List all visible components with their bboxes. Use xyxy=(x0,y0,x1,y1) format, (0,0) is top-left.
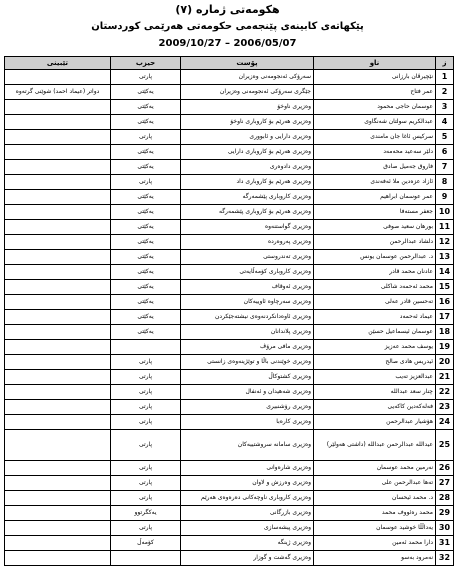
note-text xyxy=(5,100,111,115)
column-header-post: پۆست xyxy=(181,57,314,70)
table-row xyxy=(5,250,454,265)
row-number: 11 xyxy=(436,220,454,235)
document-subtitle: پێکهاتەی کابینەی پێنجەمی حکومەتی هەرێمی کوردستان xyxy=(91,21,364,32)
minister-name: جعفر مستەفا xyxy=(314,205,436,220)
party-name: یەکێتی xyxy=(111,115,181,130)
note-text xyxy=(5,506,111,521)
table-row xyxy=(5,160,454,175)
minister-name: یەداڵڵا خوشید عوسمان xyxy=(314,521,436,536)
row-number: 20 xyxy=(436,355,454,370)
minister-post: وەزیری سامانە سروشتییەکان xyxy=(181,430,314,461)
minister-name: دلشاد عبدالرحمن xyxy=(314,235,436,250)
row-number: 23 xyxy=(436,400,454,415)
table-row xyxy=(5,205,454,220)
table-row xyxy=(5,175,454,190)
cabinet-table xyxy=(4,56,454,566)
row-number: 28 xyxy=(436,491,454,506)
minister-name: فاروق جەمیل صادق xyxy=(314,160,436,175)
row-number: 2 xyxy=(436,85,454,100)
note-text xyxy=(5,235,111,250)
note-text xyxy=(5,70,111,85)
minister-name: چنار سعد عبدالله xyxy=(314,385,436,400)
minister-post: وەزیری کاروباری پێشمەرگە xyxy=(181,190,314,205)
document-title: ھکومەتی ژمارە (٧) xyxy=(175,3,280,16)
table-row xyxy=(5,551,454,566)
party-name: یەکێتی xyxy=(111,310,181,325)
table-row xyxy=(5,340,454,355)
party-name: پارتی xyxy=(111,130,181,145)
table-row xyxy=(5,115,454,130)
row-number: 32 xyxy=(436,551,454,566)
party-name: یەکێتی xyxy=(111,205,181,220)
note-text xyxy=(5,220,111,235)
note-text xyxy=(5,340,111,355)
party-name: یەکێتی xyxy=(111,220,181,235)
table-row xyxy=(5,491,454,506)
party-name: پارتی xyxy=(111,400,181,415)
minister-post: وەزیری وەرزش و لاوان xyxy=(181,476,314,491)
note-text xyxy=(5,295,111,310)
table-row xyxy=(5,220,454,235)
row-number: 13 xyxy=(436,250,454,265)
party-name: پارتی xyxy=(111,415,181,430)
minister-name: د. محمد ئیحسان xyxy=(314,491,436,506)
minister-post: وەزیری ئاوەدانکردنەوەی نیشتەجێکردن xyxy=(181,310,314,325)
column-header-party: حیزب xyxy=(111,57,181,70)
row-number: 27 xyxy=(436,476,454,491)
note-text: دواتر (عیماد احمد) شوێنی گرتەوە xyxy=(5,85,111,100)
minister-post: وەزیری پەروەردە xyxy=(181,235,314,250)
party-name: یەکێتی xyxy=(111,160,181,175)
note-text xyxy=(5,160,111,175)
minister-name: دارا محمد ئەمین xyxy=(314,536,436,551)
minister-name: هۆشیار عبدالرحمن xyxy=(314,415,436,430)
table-row xyxy=(5,325,454,340)
party-name: پارتی xyxy=(111,491,181,506)
table-row xyxy=(5,310,454,325)
minister-post: وەزیری دادوەری xyxy=(181,160,314,175)
note-text xyxy=(5,355,111,370)
minister-post: وەزیری بازرگانی xyxy=(181,506,314,521)
minister-post: وەزیری کارەبا xyxy=(181,415,314,430)
party-name: یەکێتی xyxy=(111,325,181,340)
minister-name: فەلەکەدین کاکەیی xyxy=(314,400,436,415)
table-row xyxy=(5,190,454,205)
note-text xyxy=(5,536,111,551)
minister-name: عوسمان حاجی محمود xyxy=(314,100,436,115)
party-name: پارتی xyxy=(111,175,181,190)
minister-post: وەزیری ئەوقاف xyxy=(181,280,314,295)
minister-post: وەزیری مافی مرۆڤ xyxy=(181,340,314,355)
note-text xyxy=(5,491,111,506)
note-text xyxy=(5,205,111,220)
minister-post: وەزیری هەرێم بۆ کاروباری دارایی xyxy=(181,145,314,160)
party-name: یەکێتی xyxy=(111,100,181,115)
row-number: 6 xyxy=(436,145,454,160)
table-row xyxy=(5,130,454,145)
note-text xyxy=(5,415,111,430)
minister-post: وەزیری رۆشنبیری xyxy=(181,400,314,415)
table-row xyxy=(5,476,454,491)
minister-post: وەزیری تەندروستی xyxy=(181,250,314,265)
minister-name: د. عبدالرحمن عوسمان یونس xyxy=(314,250,436,265)
party-name xyxy=(111,551,181,566)
row-number: 29 xyxy=(436,506,454,521)
column-header-num: ز xyxy=(436,57,454,70)
row-number: 24 xyxy=(436,415,454,430)
party-name: پارتی xyxy=(111,370,181,385)
minister-name: بورهان سعید صوفی xyxy=(314,220,436,235)
note-text xyxy=(5,145,111,160)
note-text xyxy=(5,175,111,190)
note-text xyxy=(5,370,111,385)
table-row xyxy=(5,295,454,310)
row-number: 21 xyxy=(436,370,454,385)
minister-name: ئیدریس هادی صالح xyxy=(314,355,436,370)
note-text xyxy=(5,190,111,205)
minister-post: وەزیری هەرێم بۆ کاروباری ناوخۆ xyxy=(181,115,314,130)
minister-name: نەرمین محمد عوسمان xyxy=(314,461,436,476)
minister-post: وەزیری ناوخۆ xyxy=(181,100,314,115)
note-text xyxy=(5,280,111,295)
table-row xyxy=(5,400,454,415)
note-text xyxy=(5,385,111,400)
minister-post: وەزیری کشتوکاڵ xyxy=(181,370,314,385)
party-name: پارتی xyxy=(111,355,181,370)
minister-post: وەزیری خوێندنی باڵا و توێژینەوەی زانستی xyxy=(181,355,314,370)
minister-post: وەزیری سەرچاوە ئاوییەکان xyxy=(181,295,314,310)
row-number: 12 xyxy=(436,235,454,250)
minister-name: محمد رەئووف محمد xyxy=(314,506,436,521)
row-number: 5 xyxy=(436,130,454,145)
minister-post: وەزیری شەهیدان و ئەنفال xyxy=(181,385,314,400)
minister-name: تەها عبدالرحمن علی xyxy=(314,476,436,491)
note-text xyxy=(5,430,111,461)
note-text xyxy=(5,521,111,536)
table-row xyxy=(5,415,454,430)
column-header-note: تێبینی xyxy=(5,57,111,70)
minister-post: وەزیری دارایی و ئابووری xyxy=(181,130,314,145)
party-name: یەکێتی xyxy=(111,265,181,280)
minister-post: وەزیری گواستنەوە xyxy=(181,220,314,235)
row-number: 25 xyxy=(436,430,454,461)
note-text xyxy=(5,265,111,280)
table-row xyxy=(5,265,454,280)
table-header-row xyxy=(5,57,454,70)
table-row xyxy=(5,370,454,385)
column-header-name: ناو xyxy=(314,57,436,70)
minister-name: عمر عوسمان ابراهیم xyxy=(314,190,436,205)
minister-post: وەزیری کاروباری کۆمەڵایەتی xyxy=(181,265,314,280)
table-row xyxy=(5,430,454,461)
minister-name: عیداللە عبدالرحمن عبداللە (داشتی هەولێر) xyxy=(314,430,436,461)
table-row xyxy=(5,385,454,400)
party-name: پارتی xyxy=(111,521,181,536)
row-number: 16 xyxy=(436,295,454,310)
table-body xyxy=(5,70,454,566)
note-text xyxy=(5,461,111,476)
row-number: 10 xyxy=(436,205,454,220)
party-name: یەکێتی xyxy=(111,295,181,310)
row-number: 8 xyxy=(436,175,454,190)
row-number: 7 xyxy=(436,160,454,175)
minister-name: نەمرود بەسو xyxy=(314,551,436,566)
party-name xyxy=(111,340,181,355)
row-number: 4 xyxy=(436,115,454,130)
minister-name: عوسمان ئیسماعیل حسێن xyxy=(314,325,436,340)
table-row xyxy=(5,461,454,476)
party-name: پارتی xyxy=(111,430,181,461)
row-number: 3 xyxy=(436,100,454,115)
minister-name: عیماد ئەحمەد xyxy=(314,310,436,325)
note-text xyxy=(5,400,111,415)
minister-post: وەزیری هەرێم بۆ کاروباری پێشمەرگە xyxy=(181,205,314,220)
note-text xyxy=(5,476,111,491)
party-name: کۆمەڵ xyxy=(111,536,181,551)
party-name: یەکێتی xyxy=(111,250,181,265)
row-number: 30 xyxy=(436,521,454,536)
minister-post: وەزیری شارەوانی xyxy=(181,461,314,476)
minister-name: ئازاد عزەدین ملا ئەفەندی xyxy=(314,175,436,190)
party-name: یەکێتی xyxy=(111,145,181,160)
party-name: یەکگرتوو xyxy=(111,506,181,521)
minister-name: محمد ئەحمەد شاکلی xyxy=(314,280,436,295)
minister-name: عبدالکریم سولتان شەنگاوی xyxy=(314,115,436,130)
note-text xyxy=(5,325,111,340)
row-number: 26 xyxy=(436,461,454,476)
minister-name: یوسف محمد عەزیز xyxy=(314,340,436,355)
minister-name: عادنان محمد قادر xyxy=(314,265,436,280)
row-number: 18 xyxy=(436,325,454,340)
party-name: پارتی xyxy=(111,70,181,85)
row-number: 1 xyxy=(436,70,454,85)
table-row xyxy=(5,280,454,295)
table-row xyxy=(5,100,454,115)
table-row xyxy=(5,85,454,100)
minister-name: عمر فتاح xyxy=(314,85,436,100)
row-number: 15 xyxy=(436,280,454,295)
row-number: 22 xyxy=(436,385,454,400)
minister-post: جێگری سەرۆکی ئەنجومەنی وەزیران xyxy=(181,85,314,100)
note-text xyxy=(5,310,111,325)
row-number: 31 xyxy=(436,536,454,551)
minister-post: سەرۆکی ئەنجومەنی وەزیران xyxy=(181,70,314,85)
row-number: 9 xyxy=(436,190,454,205)
note-text xyxy=(5,551,111,566)
party-name: پارتی xyxy=(111,385,181,400)
row-number: 19 xyxy=(436,340,454,355)
minister-post: وەزیری هەرێم بۆ کاروباری داد xyxy=(181,175,314,190)
minister-name: نێچیرڤان بارزانی xyxy=(314,70,436,85)
table-row xyxy=(5,70,454,85)
party-name: پارتی xyxy=(111,476,181,491)
note-text xyxy=(5,115,111,130)
minister-post: وەزیری پلاندانان xyxy=(181,325,314,340)
table-row xyxy=(5,521,454,536)
minister-name: تەحسین قادر عەلی xyxy=(314,295,436,310)
row-number: 17 xyxy=(436,310,454,325)
minister-name: عبدالعزیز تەیب xyxy=(314,370,436,385)
party-name: پارتی xyxy=(111,461,181,476)
party-name: یەکێتی xyxy=(111,190,181,205)
minister-name: سرکیس ئاغا جان مامندی xyxy=(314,130,436,145)
party-name: یەکێتی xyxy=(111,280,181,295)
row-number: 14 xyxy=(436,265,454,280)
note-text xyxy=(5,250,111,265)
minister-post: وەزیری پیشەسازی xyxy=(181,521,314,536)
minister-post: وەزیری گەشت و گوزار xyxy=(181,551,314,566)
table-row xyxy=(5,506,454,521)
document-dates: 2009/10/27 – 2006/05/07 xyxy=(158,38,297,49)
minister-post: وەزیری کاروباری ناوچەکانی دەرەوەی هەرێم xyxy=(181,491,314,506)
table-row xyxy=(5,355,454,370)
table-row xyxy=(5,235,454,250)
party-name: یەکێتی xyxy=(111,235,181,250)
table-row xyxy=(5,145,454,160)
note-text xyxy=(5,130,111,145)
table-row xyxy=(5,536,454,551)
minister-post: وەزیری ژینگە xyxy=(181,536,314,551)
party-name: یەکێتی xyxy=(111,85,181,100)
minister-name: دلێر سەعید محەمەد xyxy=(314,145,436,160)
